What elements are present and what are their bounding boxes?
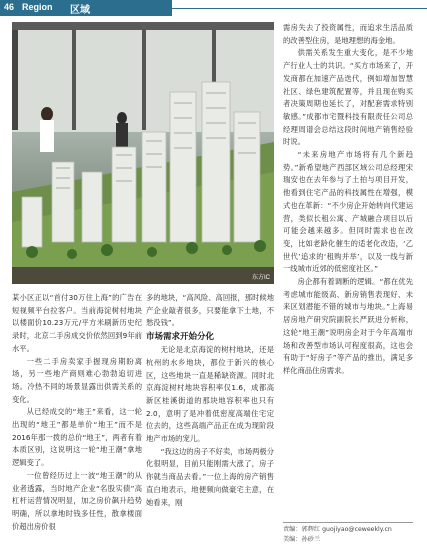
- real-estate-model-photo: [12, 22, 274, 284]
- credits-footer: [283, 525, 423, 545]
- section-label-cn: 区域: [70, 5, 90, 16]
- header-rule: [172, 8, 427, 9]
- paragraph: 需房失去了投资属性，而追求生活品质的改善型住房，是地理想的海金地。: [283, 23, 413, 45]
- footer-rule: [283, 522, 413, 523]
- paragraph: 供需关系发生重大变化，是不少地产行业人士的共识。“买方市场来了，开发商都在加速产品迭代，例如增加智慧社区、绿色建筑配置等，并且现在购买者决策周期也延长了，对配套需求特别敏感。”成都市宅暨科技有限责任公司总经理周谱会总结这段时间地产销售经验时说。: [283, 48, 413, 147]
- paragraph: 一位曾经历过上一波“地王潮”的从业者透露，当时地产企业“名股实债”高杠杆运营情况明显，加之房价飙升趋势明确，所以拿地时钱多任性，散拿楼面价超出房价很: [12, 470, 142, 531]
- page-number: 46: [4, 2, 15, 12]
- photo-illustration: [12, 22, 274, 284]
- paragraph: 某小区正以“首付30万住上海”的广告在短视频平台拉客户。当前海淀树村地块以楼面价10.23万元/平方米刷新历史纪录时，北京二手房成交价依然回到9年前水平。: [12, 293, 142, 353]
- article-column-right: [283, 22, 413, 378]
- paragraph: “未来房地产市场将有几个新趋势。”新希望地产西部区域公司总经理宋瑞安也在去年参与了土拍与项目开发，他看到住宅产品的科技属性在增强，模式也在革新：“不少房企开始转向代建运营，类似长租公寓、产城融合项目以后可能会越来越多。但同时需求也在改变，比如老龄化催生的适老化改造，‘乙世代’追求的‘租购并举’，以及一线与新一线城市近郊的低密度社区。”: [283, 150, 413, 274]
- article-column-middle: [146, 292, 274, 509]
- editor-credit: 责编：郭辉红 guojiyao@ceweekly.cn: [283, 526, 392, 533]
- paragraph: 一些二手房卖家手握现房期盼离场，另一些地产商则难心勃勃追切进场。冷热不同的场景显露出供需关系的变化。: [12, 356, 142, 404]
- paragraph: 房企都有着调断的逻辑。“都在优先考虑城市能级高、新房销售表现好、未来区划潜能不错的城市与地块。”上海易居房地产研究院副院长严跃进分析称，这轮“地王潮”说明房企对于今年高端市场和改善型市场认可程度很高，这也会有助于“好房子”等产品的推出，满足多样化商品住房需求。: [283, 277, 413, 375]
- paragraph: 从已经成交的“地王”来看，这一轮出现的“地王”都是单价“地王”而不是2016年那一拨的总价“地王”，两者有着本质区别，这说明这一轮“地王潮”拿地逻辑变了。: [12, 407, 142, 468]
- section-subheading: 市场需求开始分化: [146, 332, 215, 343]
- photo-credit: 东方IC: [251, 275, 270, 281]
- paragraph: “我这边的房子不好卖，市场两极分化很明显，目前只能刚需大涨了，房子你就当商品去看。”一位上海的房产销售直白地表示，地便频向做豪宅主意，在她看来，刚: [146, 446, 274, 507]
- paragraph: 多的地块，“高风险、高回报，那时候地产企业敲者很多，只要能拿下土地，不愁没钱”。: [146, 293, 274, 328]
- header-bar: [0, 0, 172, 16]
- art-editor-credit: 美编：孙砂兰: [283, 536, 321, 543]
- section-label-en: Region: [22, 2, 53, 12]
- article-column-left: [12, 292, 142, 533]
- paragraph: 无论是北京海淀的树村地块，还是杭州的水乡地块，都位于新兴的核心区，这些地块一直是稀缺资源。同时北京海淀树村地块容积率仅1.6，成都高新区桂溪街道的那块地容积率也只有2.0，意明了是冲着低密度高端住宅定位去的，这些高端产品正在成为现阶段地产市场的宠儿。: [146, 345, 274, 444]
